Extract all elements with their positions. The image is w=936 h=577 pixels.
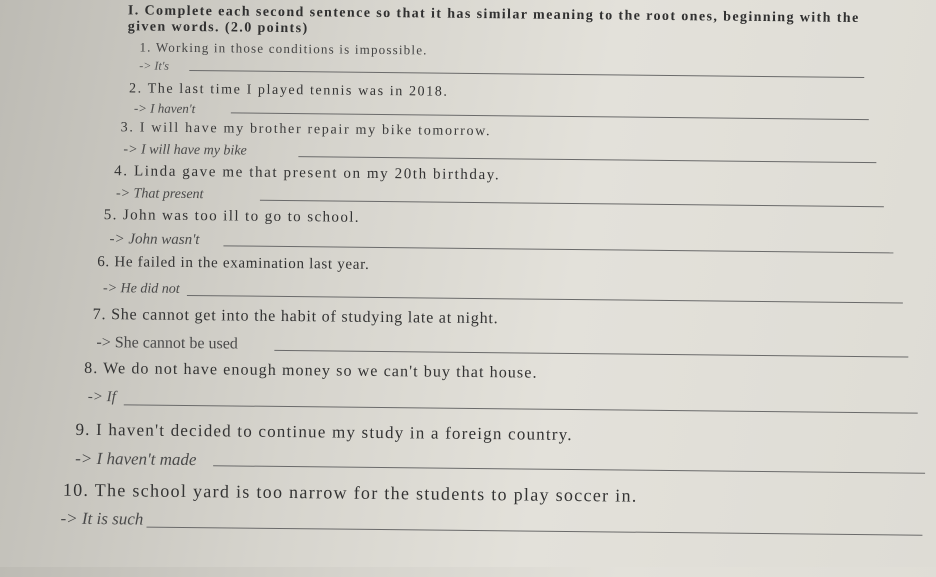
answer-prompt-10: -> It is such <box>60 508 144 529</box>
answer-prompt-1: -> It's <box>139 58 170 73</box>
question-1: 1. Working in those conditions is impossible. <box>139 39 428 58</box>
question-2: 2. The last time I played tennis was in 2018. <box>128 81 449 100</box>
answer-prompt-2: -> I haven't <box>133 100 196 117</box>
question-6: 6. He failed in the examination last year. <box>97 254 370 273</box>
answer-prompt-4: -> That present <box>115 186 204 203</box>
answer-prompt-7: -> She cannot be used <box>96 334 238 353</box>
question-4: 4. Linda gave me that present on my 20th birthday. <box>114 163 501 184</box>
question-5: 5. John was too ill to go to school. <box>103 207 361 226</box>
instruction-heading: I. Complete each second sentence so that it has similar meaning to the root ones, beginning with the given words. (2.0 points) <box>127 3 860 37</box>
answer-prompt-8: -> If <box>87 388 116 406</box>
answer-blank-2[interactable] <box>231 112 869 120</box>
question-3: 3. I will have my brother repair my bike tomorrow. <box>120 120 492 140</box>
question-9: 9. I haven't decided to continue my study in a foreign country. <box>75 419 573 445</box>
answer-blank-6[interactable] <box>187 295 903 303</box>
question-7: 7. She cannot get into the habit of studying late at night. <box>92 305 499 328</box>
answer-blank-10[interactable] <box>146 527 922 536</box>
answer-prompt-5: -> John wasn't <box>109 231 200 249</box>
answer-blank-4[interactable] <box>260 200 884 208</box>
question-8: 8. We do not have enough money so we can't buy that house. <box>84 359 538 382</box>
answer-blank-9[interactable] <box>213 465 925 473</box>
answer-blank-1[interactable] <box>189 70 864 78</box>
answer-blank-8[interactable] <box>124 404 918 413</box>
answer-prompt-3: -> I will have my bike <box>123 142 247 159</box>
answer-blank-7[interactable] <box>274 350 908 358</box>
answer-blank-5[interactable] <box>223 245 893 253</box>
answer-prompt-9: -> I haven't made <box>75 448 197 470</box>
answer-prompt-6: -> He did not <box>102 281 180 297</box>
answer-blank-3[interactable] <box>298 156 876 163</box>
question-10: 10. The school yard is too narrow for the students to play soccer in. <box>62 479 638 506</box>
